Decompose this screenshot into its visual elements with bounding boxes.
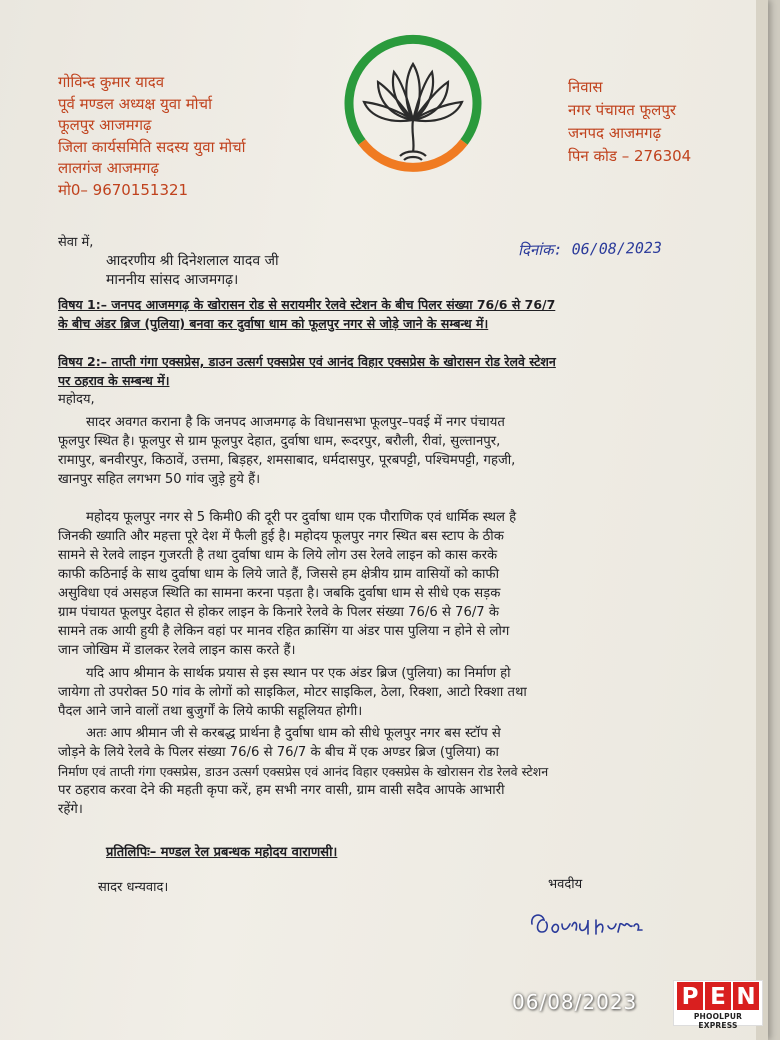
sender-area: लालगंज आजमगढ़ bbox=[58, 159, 159, 177]
greeting-text: महोदय, bbox=[58, 392, 95, 407]
para-line: अतः आप श्रीमान जी से करबद्ध प्रार्थना है दुर्वाषा धाम को सीधे फूलपुर नगर बस स्टॉप से bbox=[86, 726, 501, 741]
para-line: जोड़ने के लिये रेलवे के पिलर संख्या 76/6 से 76/7 के बीच में एक अण्डर ब्रिज (पुलिया) का bbox=[58, 745, 499, 760]
watermark-letter: N bbox=[733, 982, 759, 1010]
para-line: काफी कठिनाई के साथ दुर्वाषा धाम के लिये जाते हैं, जिससे हम क्षेत्रीय ग्राम वासियों को काफी bbox=[58, 567, 500, 582]
addressee-title: माननीय सांसद आजमगढ़। bbox=[106, 272, 239, 288]
addressee-name: आदरणीय श्री दिनेशलाल यादव जी bbox=[106, 253, 279, 269]
copy-to-text: प्रतिलिपिः– मण्डल रेल प्रबन्धक महोदय वाराणसी। bbox=[106, 845, 338, 860]
address-block bbox=[58, 233, 720, 290]
closing bbox=[58, 878, 720, 897]
copy-to bbox=[58, 843, 720, 862]
sender-title: पूर्व मण्डल अध्यक्ष युवा मोर्चा bbox=[58, 94, 212, 113]
watermark-brand bbox=[676, 980, 760, 1010]
handwritten-date: दिनांक: 06/08/2023 bbox=[517, 238, 663, 260]
para-line: सामने तक आयी हुयी है लेकिन वहां पर मानव रहित क्रासिंग या अंडर पास पुलिया न होने से लोग bbox=[58, 624, 510, 639]
para-line: फूलपुर स्थित है। फूलपुर से ग्राम फूलपुर देहात, दुर्वाषा धाम, रूदरपुर, बरौली, रीवां, सुल्तानपुर, bbox=[58, 434, 501, 449]
watermark-logo bbox=[673, 980, 763, 1030]
lotus-emblem-icon bbox=[338, 24, 488, 184]
subject-2-line: विषय 2:– ताप्ती गंगा एक्सप्रेस, डाउन उत्सर्ग एक्सप्रेस एवं आनंद विहार एक्सप्रेस के खोरासन रोड रेलवे स्टेशन bbox=[58, 354, 556, 369]
para-line: पर ठहराव करवा देने की महती कृपा करें, हम सभी नगर वासी, ग्राम वासी सदैव आपके आभारी bbox=[58, 783, 505, 798]
subject-2 bbox=[58, 352, 720, 390]
subject-1-line: विषय 1:– जनपद आजमगढ़ के खोरासन रोड से सरायमीर रेलवे स्टेशन के बीच पिलर संख्या 76/6 से 76/7 bbox=[58, 297, 556, 312]
sender-block bbox=[58, 72, 246, 201]
residence-pincode: पिन कोड – 276304 bbox=[568, 147, 692, 165]
watermark-subtitle: PHOOLPUR EXPRESS bbox=[693, 1012, 743, 1030]
para-line: खानपुर सहित लगभग 50 गांव जुड़े हुये हैं। bbox=[58, 472, 261, 487]
para-line: सादर अवगत कराना है कि जनपद आजमगढ़ के विधानसभा फूलपुर–पवई में नगर पंचायत bbox=[86, 415, 505, 430]
para-line: यदि आप श्रीमान के सार्थक प्रयास से इस स्थान पर एक अंडर ब्रिज (पुलिया) का निर्माण हो bbox=[86, 666, 511, 681]
sign-label: भवदीय bbox=[548, 877, 583, 892]
paragraph-3 bbox=[58, 664, 720, 721]
salutation: सेवा में, bbox=[58, 235, 94, 250]
para-line: जायेगा तो उपरोक्त 50 गांव के लोगों को साइकिल, मोटर साइकिल, ठेला, रिक्शा, आटो रिक्शा तथा bbox=[58, 685, 527, 700]
greeting bbox=[58, 390, 720, 409]
paragraph-1 bbox=[58, 413, 720, 489]
watermark-letter: E bbox=[705, 982, 731, 1010]
para-line: रामापुर, बनवीरपुर, किठावें, उत्तमा, बिड़हर, शमसाबाद, धर्मदासपुर, पूरबपट्टी, पश्चिमपट्टी, गहजी, bbox=[58, 453, 516, 468]
subject-1-line: के बीच अंडर ब्रिज (पुलिया) बनवा कर दुर्वाषा धाम को फूलपुर नगर से जोड़े जाने के सम्बन्ध में। bbox=[58, 316, 489, 331]
subject-1 bbox=[58, 295, 720, 333]
para-line: जिनकी ख्याति और महत्ता पूरे देश में फैली हुई है। महोदय फूलपुर नगर स्थित बस स्टाप के ठीक bbox=[58, 529, 504, 544]
para-line: जान जोखिम में डालकर रेलवे लाइन कास करते हैं। bbox=[58, 643, 296, 658]
paragraph-2 bbox=[58, 508, 720, 660]
para-line: रहेंगे। bbox=[58, 802, 83, 817]
photo-timestamp: 06/08/2023 bbox=[512, 990, 638, 1014]
para-line: महोदय फूलपुर नगर से 5 किमी0 की दूरी पर दुर्वाषा धाम एक पौराणिक एवं धार्मिक स्थल है bbox=[86, 510, 517, 525]
residence-block bbox=[568, 76, 691, 168]
sender-name: गोविन्द कुमार यादव bbox=[58, 73, 165, 91]
residence-district: जनपद आजमगढ़ bbox=[568, 124, 662, 142]
para-line: पैदल आने जाने वालों तथा बुजुर्गों के लिये काफी सहूलियत होगी। bbox=[58, 704, 363, 719]
para-line: सामने से रेलवे लाइन गुजरती है तथा दुर्वाषा धाम के लिये लोग उस रेलवे लाइन को कास करके bbox=[58, 548, 498, 563]
subject-2-line: पर ठहराव के सम्बन्ध में। bbox=[58, 373, 170, 388]
sender-role: जिला कार्यसमिति सदस्य युवा मोर्चा bbox=[58, 137, 246, 156]
page-edge bbox=[756, 0, 768, 1040]
paragraph-4 bbox=[58, 724, 720, 819]
signature-icon bbox=[526, 906, 646, 942]
sender-place: फूलपुर आजमगढ़ bbox=[58, 116, 152, 134]
para-line: असुविधा एवं असहज स्थिति का सामना करना पड़ता है। जबकि दुर्वाषा धाम से सीधे एक सड़क bbox=[58, 586, 501, 601]
para-line: निर्माण एवं ताप्ती गंगा एक्सप्रेस, डाउन उत्सर्ग एक्सप्रेस एवं आनंद विहार एक्सप्रेस के खोरासन रोड रेलवे स्टेशन bbox=[58, 764, 549, 779]
sender-phone: मो0– 9670151321 bbox=[58, 180, 189, 199]
residence-label: निवास bbox=[568, 78, 603, 96]
watermark-letter: P bbox=[677, 982, 703, 1010]
closing-text: सादर धन्यवाद। bbox=[98, 880, 169, 895]
para-line: ग्राम पंचायत फूलपुर देहात से होकर लाइन के किनारे रेलवे के पिलर संख्या 76/6 से 76/7 के bbox=[58, 605, 499, 620]
residence-town: नगर पंचायत फूलपुर bbox=[568, 101, 677, 119]
